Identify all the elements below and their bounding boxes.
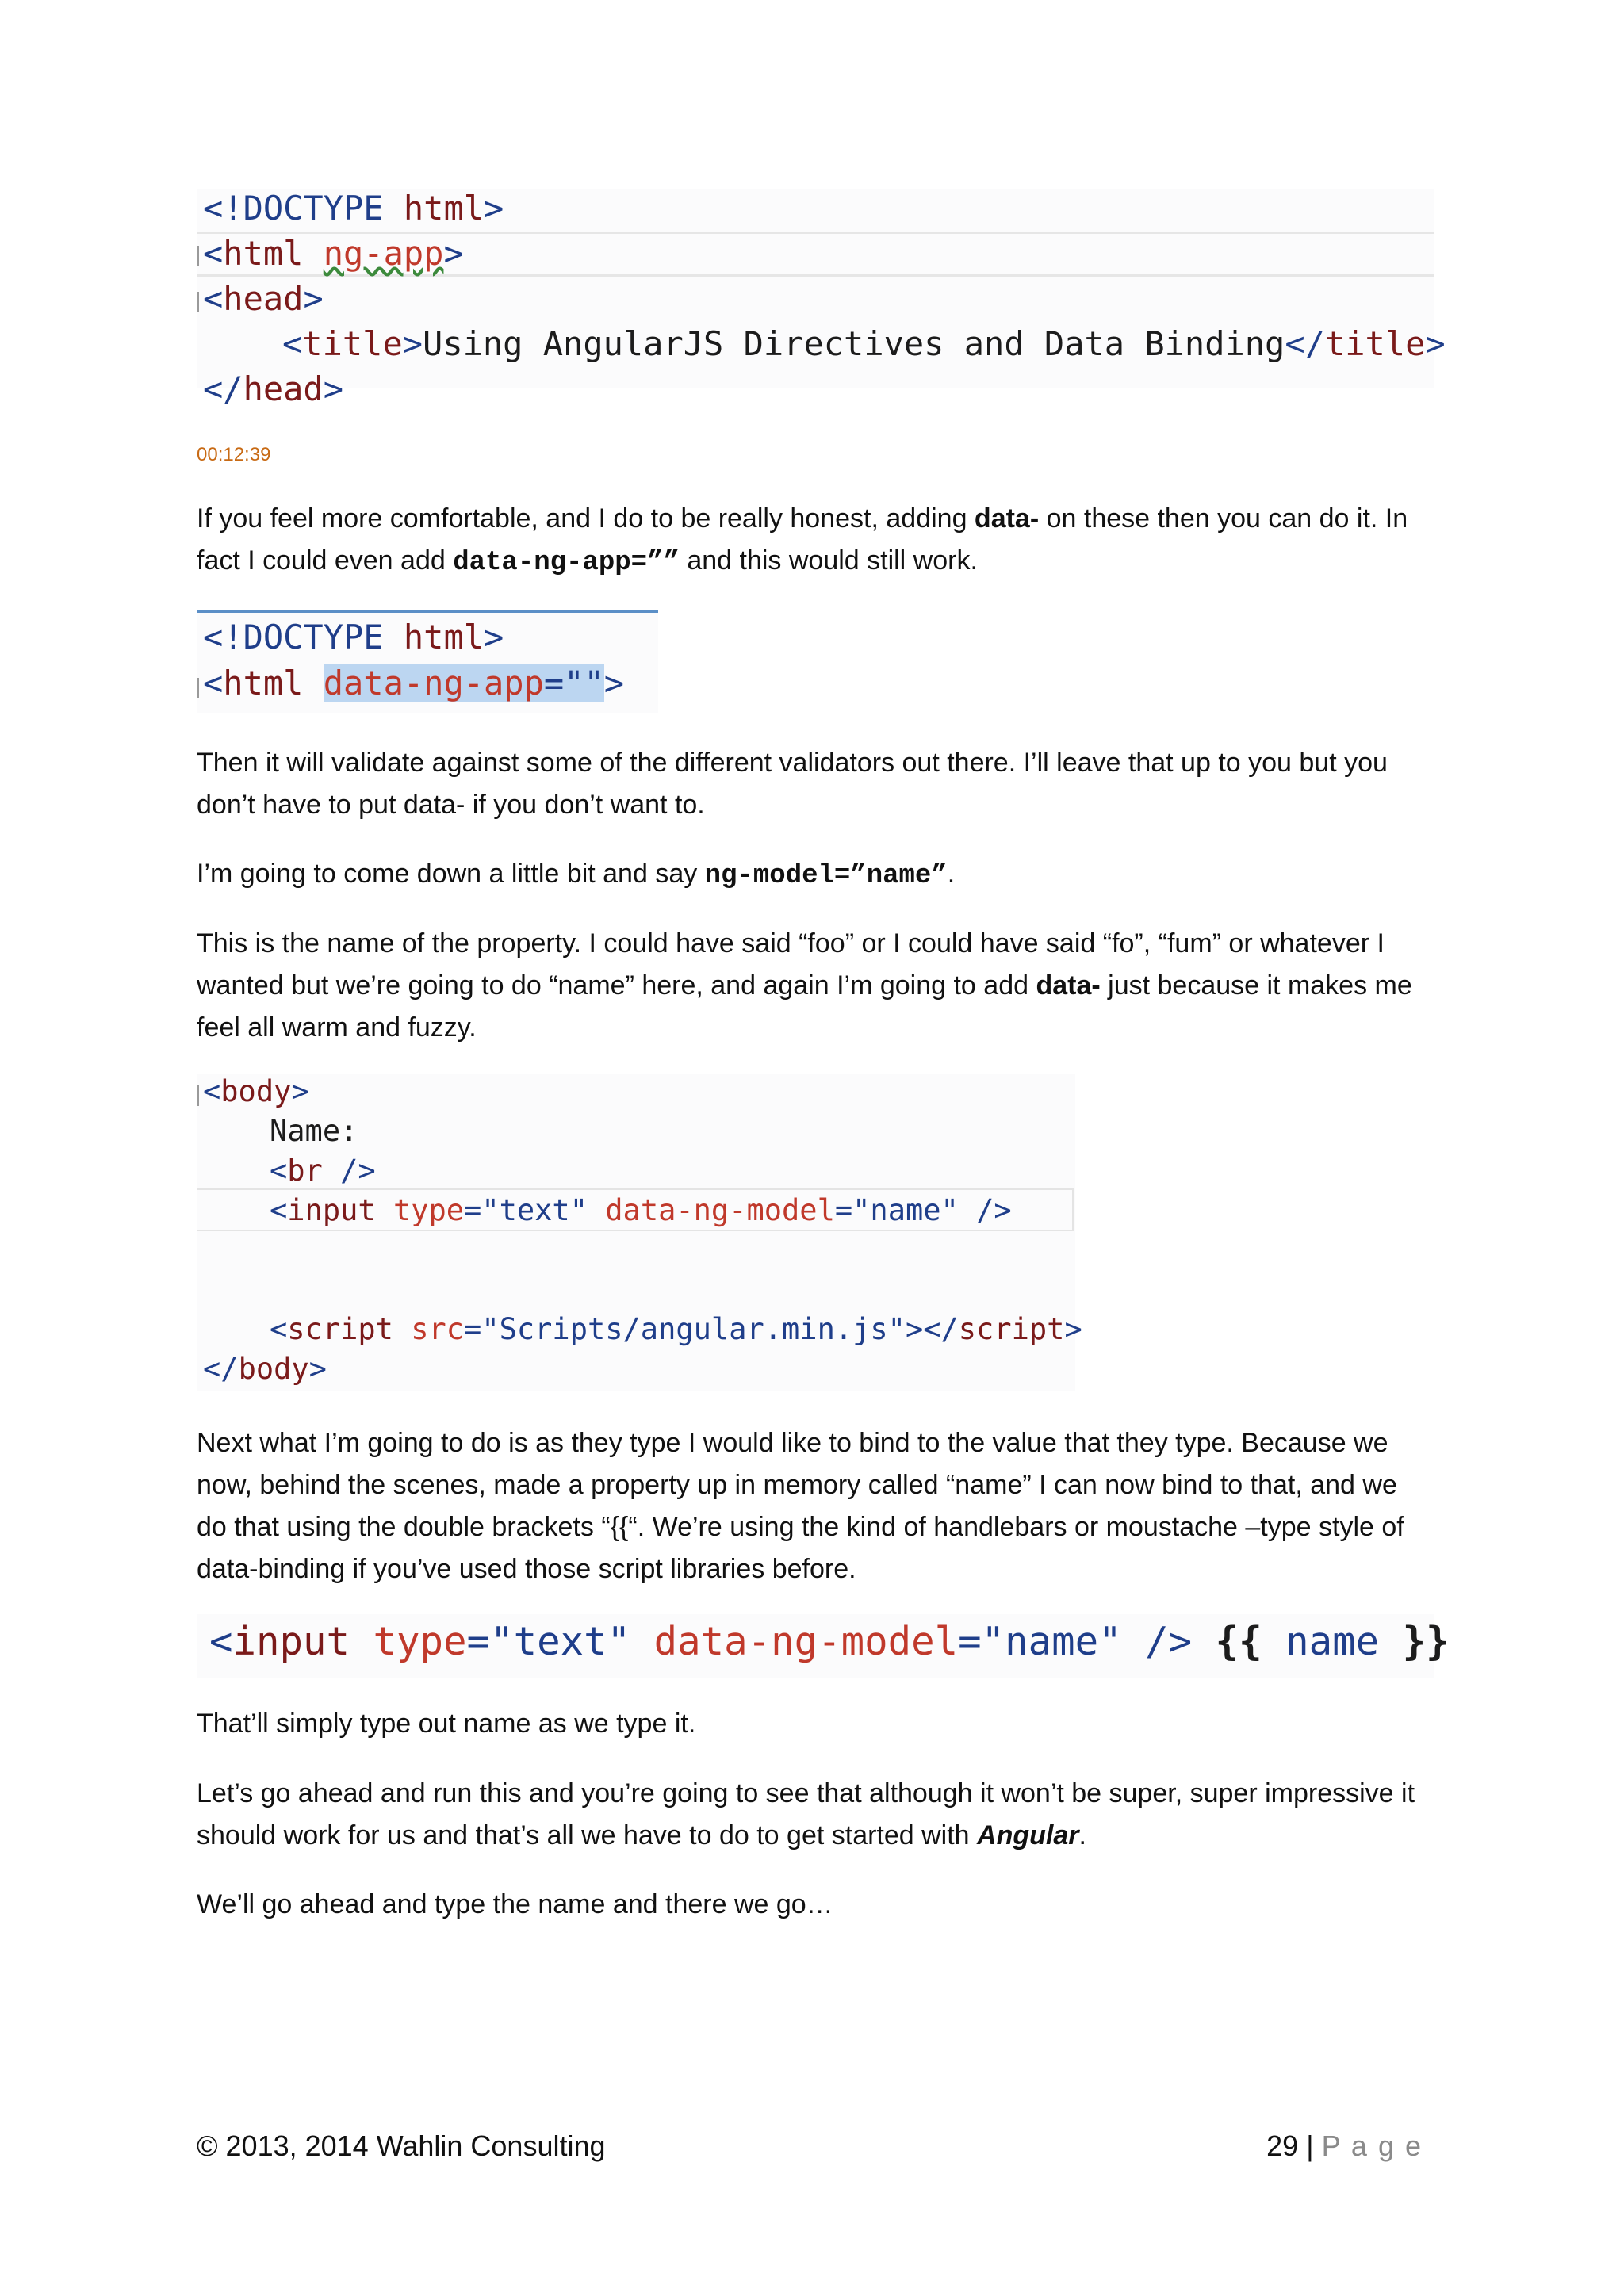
code-line: <script src="Scripts/angular.min.js"></script> [270, 1312, 1082, 1346]
code-line: <title>Using AngularJS Directives and Data Binding</title> [282, 324, 1446, 363]
code-screenshot-data-ng-app [197, 610, 658, 713]
video-timestamp: 00:12:39 [197, 444, 271, 465]
code-screenshot-body-input [197, 1074, 1082, 1391]
code-line: <!DOCTYPE html> [203, 618, 504, 656]
code-line: <!DOCTYPE html> [203, 189, 504, 228]
paragraph: This is the name of the property. I could have said “foo” or I could have said “fo”, “fum” or whatever I wanted but we’re going to do “name” here, and again I’m going to add data- just because it makes me feel all warm and fuzzy. [197, 928, 1412, 1043]
code-line: Name: [270, 1114, 358, 1148]
code-line: <html ng-app> [203, 234, 464, 273]
code-line: <input type="text" data-ng-model="name" /> [270, 1193, 1012, 1227]
footer-page-number: 29 | P a g e [1266, 2130, 1423, 2162]
code-line: </head> [203, 369, 344, 408]
code-screenshot-binding-expression [197, 1614, 1450, 1678]
paragraph: Let’s go ahead and run this and you’re going to see that although it won’t be super, super impressive it should work for us and that’s all we have to do to get started with Angular. [197, 1778, 1415, 1850]
code-line: <br /> [270, 1154, 376, 1188]
code-line: <head> [203, 279, 324, 318]
paragraph: Next what I’m going to do is as they type I would like to bind to the value that they type. Because we now, behind the scenes, made a property up in memory called “name” I can now bind to that, and we do that using the double brackets “{{“. We’re using the kind of handlebars or moustache –type style of data-binding if you’ve used those script libraries before. [197, 1428, 1404, 1584]
code-line: <input type="text" data-ng-model="name" /> {{ name }} [209, 1619, 1450, 1664]
paragraph: If you feel more comfortable, and I do to be really honest, adding data- on these then you can do it. In fact I could even add data-ng-app=”” and this would still work. [197, 503, 1408, 578]
code-line: <body> [203, 1074, 309, 1108]
paragraph: We’ll go ahead and type the name and there we go… [197, 1889, 833, 1919]
paragraph: Then it will validate against some of the different validators out there. I’ll leave that up to you but you don’t have to put data- if you don’t want to. [197, 748, 1388, 820]
code-line: </body> [203, 1352, 327, 1386]
paragraph: I’m going to come down a little bit and say ng-model=”name”. [197, 859, 956, 891]
footer-copyright: © 2013, 2014 Wahlin Consulting [197, 2130, 606, 2162]
code-line: <html data-ng-app=""> [203, 664, 625, 702]
code-screenshot-doctype-head [197, 189, 1446, 408]
paragraph: That’ll simply type out name as we type it. [197, 1709, 696, 1739]
